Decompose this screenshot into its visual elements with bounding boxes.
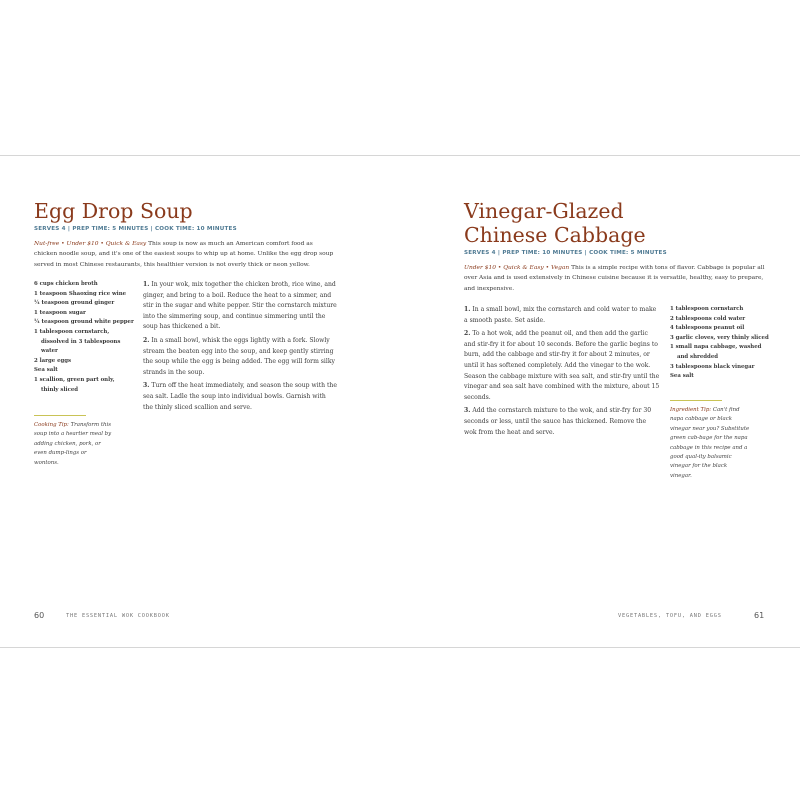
step bbox=[143, 336, 337, 378]
tag: Quick & Easy bbox=[105, 241, 147, 247]
tag-separator: • bbox=[61, 241, 65, 247]
diet-tags bbox=[464, 265, 571, 271]
step bbox=[464, 329, 660, 403]
tag-separator: • bbox=[545, 265, 550, 271]
ingredient-item: 3 tablespoons black vinegar bbox=[670, 363, 755, 370]
recipe-title bbox=[464, 199, 646, 247]
intro-text: This soup is now as much an American comfort food as chicken noodle soup, and it's one of the easiest soups to whip up at home. Unlike the egg drop soup served in most Chinese restaurants, this healthier version is not overly thick or neon yellow. bbox=[34, 241, 334, 268]
recipe-meta: SERVES 4 | PREP TIME: 5 MINUTES | COOK TIME: 10 MINUTES bbox=[34, 226, 237, 232]
left-page bbox=[0, 156, 400, 647]
tag: Vegan bbox=[550, 265, 570, 271]
step bbox=[143, 280, 337, 333]
step-number: 3. bbox=[464, 407, 471, 415]
book-spread bbox=[0, 155, 800, 648]
step-number: 2. bbox=[143, 336, 150, 344]
page-number: 60 bbox=[34, 611, 45, 620]
step-text: Turn off the heat immediately, and season the soup with the sea salt. Ladle the soup into individual bowls. Garnish with the thinly sliced scallion and serve. bbox=[143, 382, 337, 411]
tip-text: Can't find napa cabbage or black vinegar near you? Substitute green cab-bage for the napa cabbage in this recipe and a good qual-ity balsamic vinegar for the black vinegar. bbox=[670, 407, 750, 479]
page-number: 61 bbox=[754, 611, 765, 620]
step-text: Add the cornstarch mixture to the wok, and stir-fry for 30 seconds or less, until the sauce has thickened. Remove the wok from the heat and serve. bbox=[464, 407, 652, 436]
step bbox=[464, 406, 660, 438]
tag: Quick & Easy bbox=[503, 265, 544, 271]
ingredient-item: 2 tablespoons cold water bbox=[670, 315, 746, 322]
ingredient-item bbox=[34, 328, 134, 357]
step-number: 1. bbox=[464, 306, 471, 313]
step-number: 1. bbox=[143, 281, 150, 288]
tag: Nut-free bbox=[34, 241, 60, 247]
ingredient-item: 2 large eggs bbox=[34, 357, 72, 364]
ingredient-item bbox=[670, 343, 778, 362]
ingredient-item: ¼ teaspoon ground ginger bbox=[34, 300, 115, 307]
running-head: VEGETABLES, TOFU, AND EGGS bbox=[618, 613, 722, 619]
recipe-intro bbox=[34, 239, 334, 270]
recipe-title: Egg Drop Soup bbox=[34, 199, 193, 223]
step-text: In a small bowl, whisk the eggs lightly with a fork. Slowly stream the beaten egg into the soup, and keep gently stirring the soup while the egg is being added. The egg will form silky strands in the soup. bbox=[143, 336, 335, 376]
ingredient-item: 4 tablespoons peanut oil bbox=[670, 325, 745, 332]
tip-rule bbox=[34, 415, 86, 416]
tip-text: Transform this soup into a heartier meal by adding chicken, pork, or even dump-lings or wontons. bbox=[34, 422, 112, 466]
step-text: To a hot wok, add the peanut oil, and then add the garlic and stir-fry it for about 10 seconds. Before the garlic begins to burn, add the cabbage and stir-fry it for about 2 minutes, or until it has softened completely. Add the vinegar to the wok. Season the cabbage mixture with sea salt, and stir-fry until the vinegar and sea salt have combined with the mixture, about 15 seconds. bbox=[464, 330, 660, 401]
ingredient-line: dissolved in 3 tablespoons bbox=[41, 338, 121, 345]
step-list bbox=[143, 280, 337, 416]
ingredient-item bbox=[34, 376, 134, 395]
ingredient-item: 1 teaspoon sugar bbox=[34, 309, 86, 316]
diet-tags bbox=[34, 241, 148, 247]
step bbox=[143, 381, 337, 413]
tag-separator: • bbox=[497, 265, 502, 271]
ingredient-line: water bbox=[41, 348, 58, 355]
running-head: THE ESSENTIAL WOK COOKBOOK bbox=[66, 613, 170, 619]
tip-rule bbox=[670, 400, 722, 401]
recipe-meta: SERVES 4 | PREP TIME: 10 MINUTES | COOK TIME: 5 MINUTES bbox=[464, 250, 667, 256]
recipe-intro bbox=[464, 263, 769, 294]
step bbox=[464, 305, 660, 326]
ingredient-item: 6 cups chicken broth bbox=[34, 281, 98, 287]
tag-separator: • bbox=[100, 241, 104, 247]
ingredient-list bbox=[34, 280, 134, 395]
cooking-tip bbox=[34, 421, 112, 468]
ingredient-tip bbox=[670, 406, 750, 481]
tag: Under $10 bbox=[464, 265, 496, 271]
ingredient-list bbox=[670, 305, 778, 382]
step-text: In a small bowl, mix the cornstarch and cold water to make a smooth paste. Set aside. bbox=[464, 306, 657, 324]
title-line: Chinese Cabbage bbox=[464, 223, 646, 247]
ingredient-line: 1 scallion, green part only, bbox=[34, 376, 115, 383]
ingredient-item: 3 garlic cloves, very thinly sliced bbox=[670, 334, 769, 341]
right-page bbox=[400, 156, 800, 647]
ingredient-item: 1 tablespoon cornstarch bbox=[670, 306, 744, 312]
ingredient-item: Sea salt bbox=[34, 367, 58, 374]
ingredient-item: Sea salt bbox=[670, 373, 694, 380]
tip-label: Cooking Tip: bbox=[34, 422, 69, 428]
tag: Under $10 bbox=[66, 241, 99, 247]
ingredient-line: 1 small napa cabbage, washed bbox=[670, 344, 762, 351]
step-number: 2. bbox=[464, 330, 471, 338]
title-line: Vinegar-Glazed bbox=[464, 199, 624, 223]
step-list bbox=[464, 305, 660, 441]
ingredient-item: 1 teaspoon Shaoxing rice wine bbox=[34, 290, 127, 297]
step-number: 3. bbox=[143, 382, 150, 390]
ingredient-line: thinly sliced bbox=[41, 386, 79, 393]
ingredient-line: 1 tablespoon cornstarch, bbox=[34, 328, 110, 335]
ingredient-line: and shredded bbox=[677, 353, 719, 360]
ingredient-item: ¼ teaspoon ground white pepper bbox=[34, 319, 134, 326]
tip-label: Ingredient Tip: bbox=[670, 407, 712, 413]
intro-text: This is a simple recipe with tons of flavor. Cabbage is popular all over Asia and is used extensively in Chinese cuisine because it is versatile, healthy, easy to prepare, and inexpensive. bbox=[464, 265, 765, 292]
step-text: In your wok, mix together the chicken broth, rice wine, and ginger, and bring to a boil. Reduce the heat to a simmer, and stir in the sugar and white pepper. Stir the cornstarch mixture into the simmering soup, and continue simmering until the soup has thickened a bit. bbox=[143, 281, 337, 331]
